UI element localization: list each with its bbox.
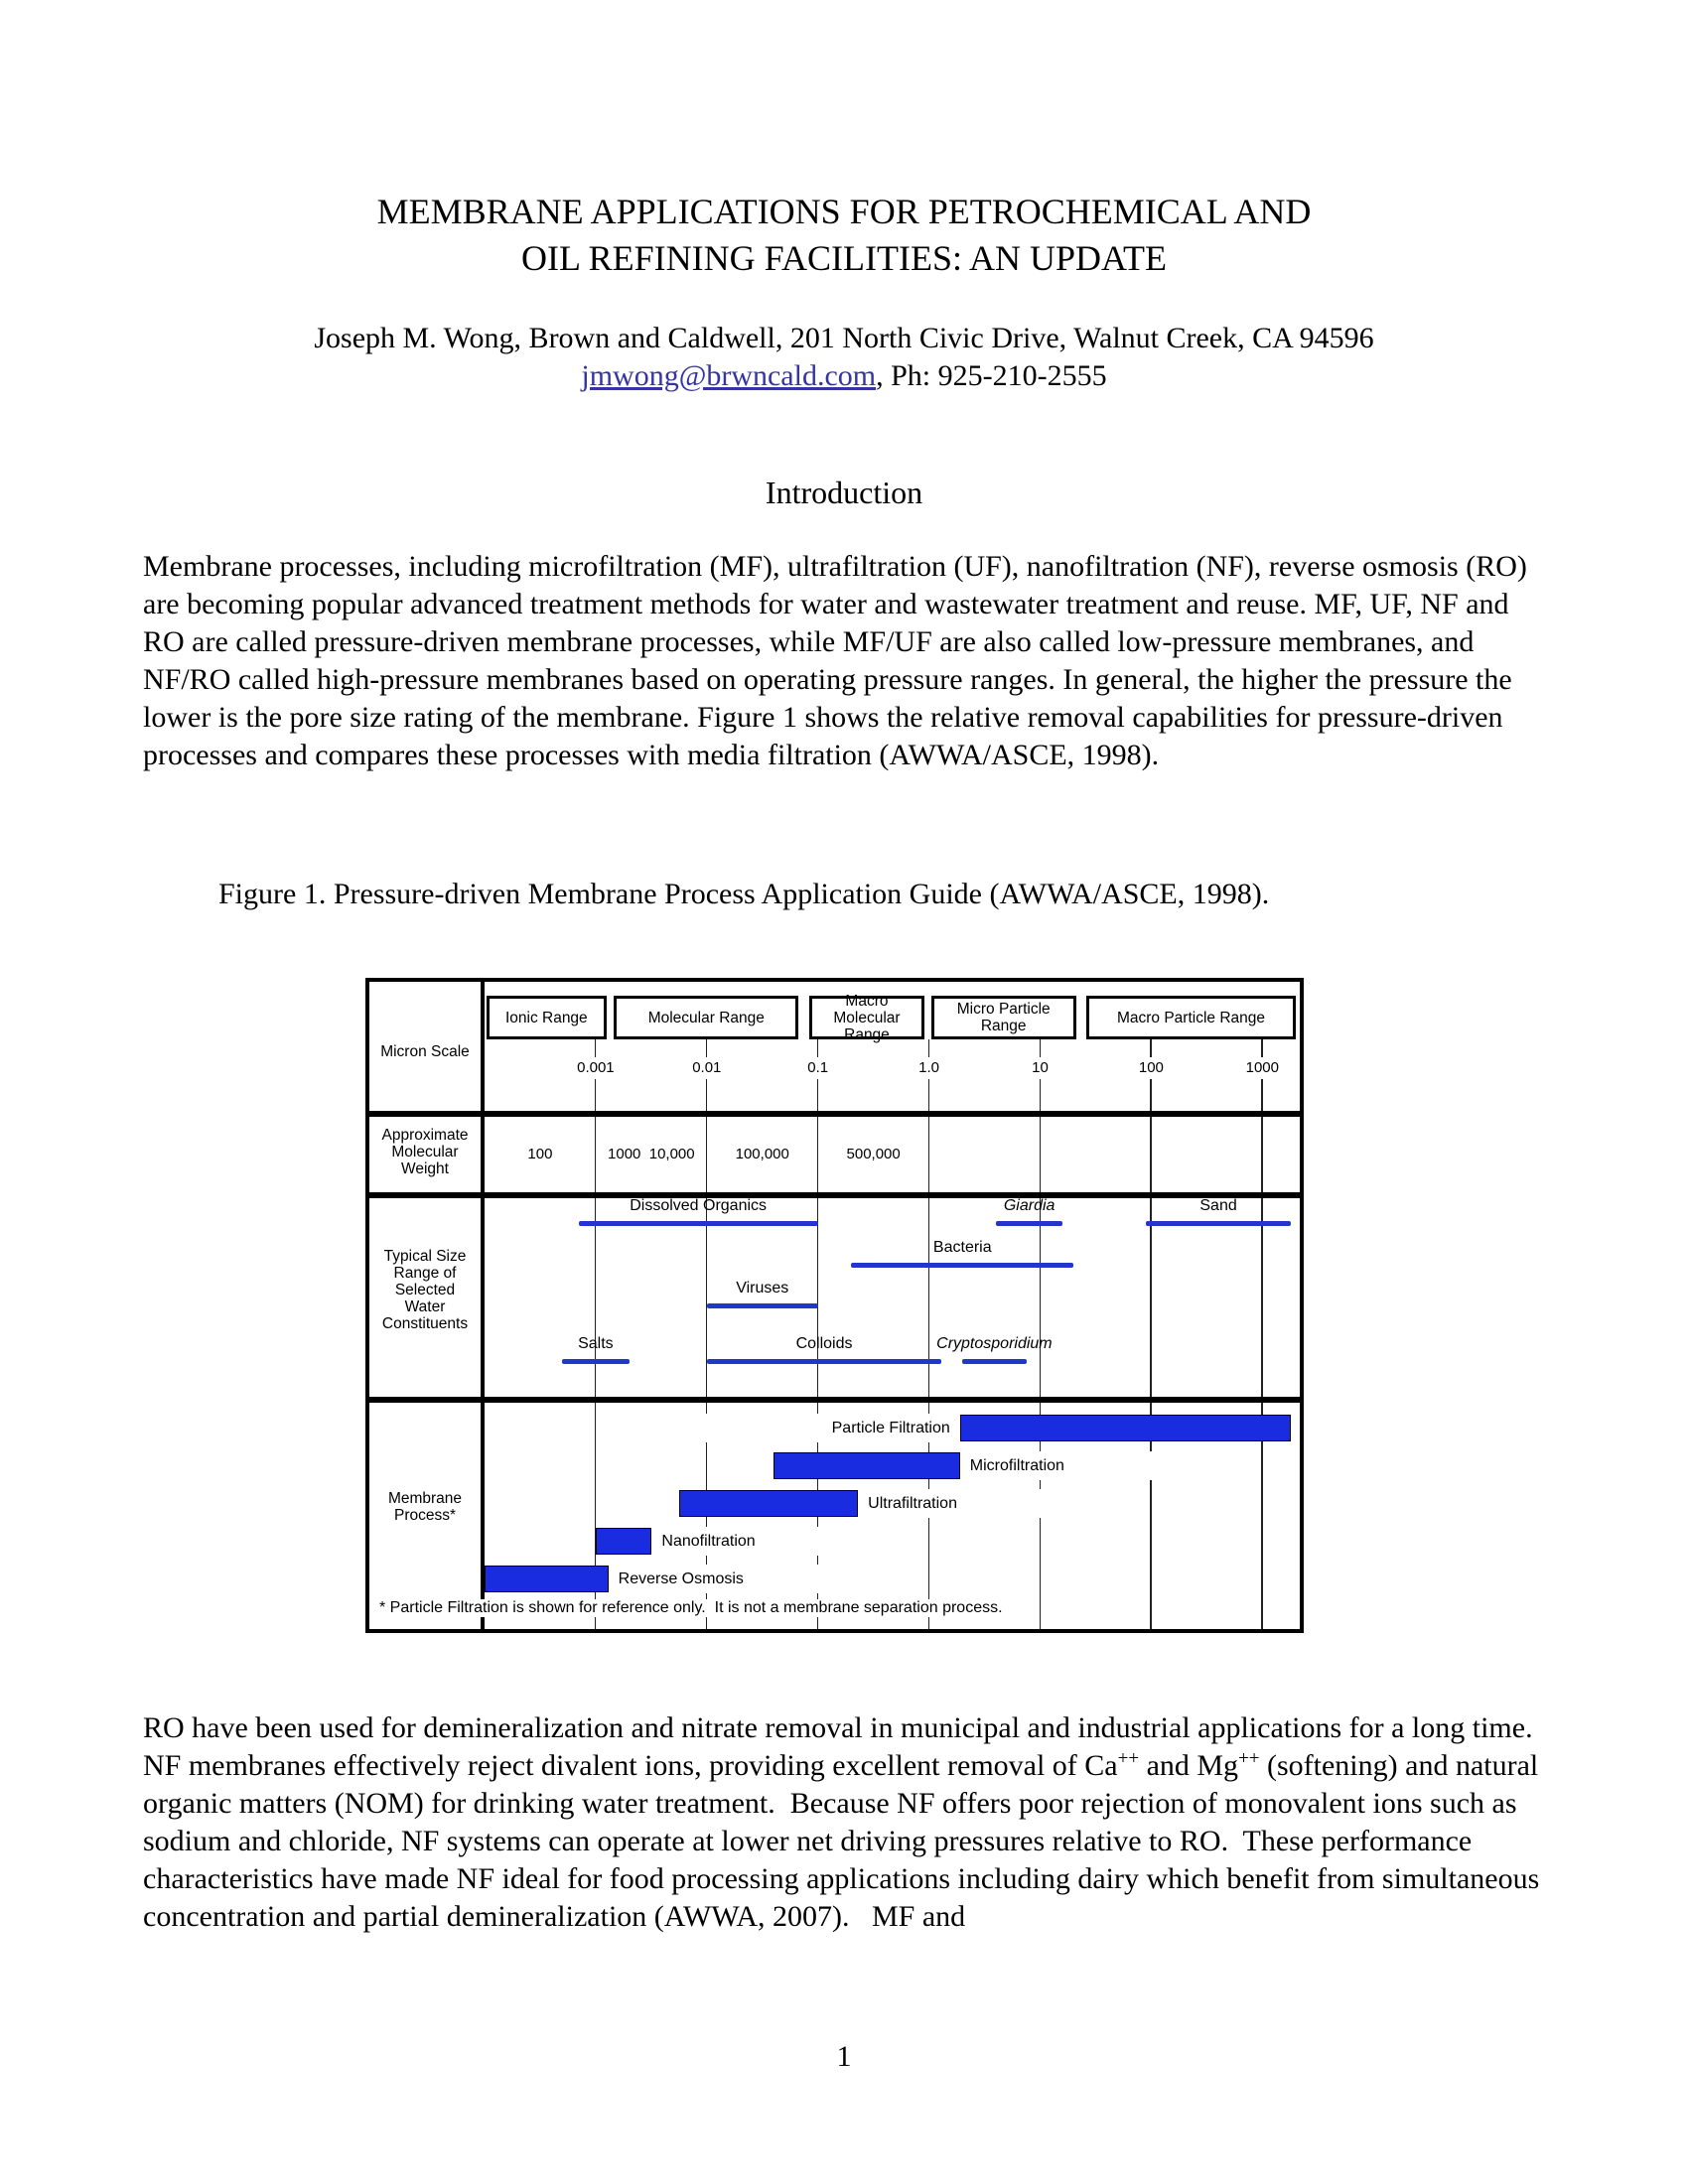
label-column-divider (481, 982, 485, 1629)
membrane-process-bar (485, 1566, 609, 1592)
micron-tick-label: 0.001 (563, 1057, 629, 1079)
molecular-weight-value: 100 (527, 1146, 553, 1162)
micron-scale-gridline (1261, 1039, 1263, 1629)
paragraph-text-segment: (softening) and natural organic matters (NOM) for drinking water treatment. Because NF offers poor rejection of monovalent ions such as sodium and chloride, NF systems can operate at lower net driving pressures relative to RO. These performance characteristics have made NF ideal for food processing applications including dairy which benefit from simultaneous concentration and partial demineralization (AWWA, 2007). MF and (143, 1749, 1547, 1933)
membrane-process-row-label: Membrane Process* (387, 1490, 463, 1524)
micron-scale-gridline (928, 1039, 930, 1629)
constituent-label: Colloids (795, 1335, 853, 1352)
paper-title-line-2: OIL REFINING FACILITIES: AN UPDATE (521, 238, 1167, 278)
constituent-label: Salts (578, 1335, 614, 1352)
micron-scale-gridline (1150, 1039, 1152, 1629)
molecular-weight-value: 1000 10,000 (608, 1146, 695, 1162)
micron-scale-axis-label: Micron Scale (380, 1043, 470, 1060)
band-separator-line (369, 1397, 1300, 1403)
paragraph-text-segment: and Mg (1139, 1749, 1239, 1782)
paper-title-line-1: MEMBRANE APPLICATIONS FOR PETROCHEMICAL AND (376, 192, 1312, 231)
micron-tick-label: 0.1 (785, 1057, 851, 1079)
membrane-process-label: Ultrafiltration (868, 1489, 1118, 1518)
constituent-label: Giardia (1003, 1197, 1055, 1214)
constituent-range-bar (996, 1221, 1062, 1226)
membrane-process-bar (774, 1452, 960, 1479)
constituent-range-bar (707, 1359, 942, 1364)
constituent-range-bar (851, 1263, 1073, 1268)
figure-footnote: * Particle Filtration is shown for reference only. It is not a membrane separation process. (379, 1599, 1009, 1617)
constituent-label: Dissolved Organics (630, 1197, 768, 1214)
body-paragraph-1: Membrane processes, including microfiltration (MF), ultrafiltration (UF), nanofiltration (NF), reverse osmosis (RO) are becoming popular advanced treatment methods for water and wastewater treatment and reuse. MF, UF, NF and RO are called pressure-driven membrane processes, while MF/UF are also called low-pressure membranes, and NF/RO called high-pressure membranes based on operating pressure ranges. In general, the higher the pressure the lower is the pore size rating of the membrane. Figure 1 shows the relative removal capabilities for pressure-driven processes and compares these processes with media filtration (AWWA/ASCE, 1998). (143, 550, 1535, 771)
micron-tick-label: 0.01 (674, 1057, 740, 1079)
membrane-process-bar (960, 1415, 1291, 1441)
page-number: 1 (836, 2040, 852, 2073)
ion-charge-superscript: ++ (1238, 1748, 1260, 1769)
membrane-process-label: Nanofiltration (661, 1527, 912, 1556)
constituent-label: Sand (1199, 1197, 1237, 1214)
size-range-header-box: Micro Particle Range (931, 996, 1076, 1039)
membrane-process-label: Microfiltration (970, 1451, 1220, 1480)
micron-scale-gridline (1040, 1039, 1042, 1629)
size-range-header-box: Macro Molecular Range (809, 996, 924, 1039)
phone-text: , Ph: 925-210-2555 (876, 359, 1107, 392)
ion-charge-superscript: ++ (1117, 1748, 1140, 1769)
micron-tick-label: 10 (1008, 1057, 1073, 1079)
band-separator-line (369, 1111, 1300, 1117)
molecular-weight-row-label: Approximate Molecular Weight (381, 1127, 469, 1177)
email-link[interactable]: jmwong@brwncald.com (581, 359, 877, 392)
membrane-process-label: Reverse Osmosis (619, 1565, 869, 1593)
micron-tick-label: 1.0 (897, 1057, 962, 1079)
molecular-weight-value: 100,000 (735, 1146, 789, 1162)
micron-tick-label: 100 (1118, 1057, 1184, 1079)
membrane-process-bar (679, 1490, 858, 1517)
constituent-label: Viruses (736, 1280, 789, 1297)
constituent-range-bar (562, 1359, 629, 1364)
constituents-row-label: Typical Size Range of Selected Water Constituents (381, 1248, 469, 1332)
constituent-range-bar (707, 1303, 818, 1308)
constituent-range-bar (962, 1359, 1026, 1364)
constituent-label: Bacteria (932, 1239, 992, 1256)
body-paragraph-2 (143, 1709, 1549, 1936)
paragraph-text-segment: RO have been used for demineralization and nitrate removal in municipal and industrial applications for a long time. NF membranes effectively reject divalent ions, providing excellent removal of Ca (143, 1711, 1541, 1782)
paper-title (0, 189, 1688, 282)
constituent-range-bar (579, 1221, 818, 1226)
section-heading-introduction: Introduction (765, 475, 923, 510)
size-range-header-box: Macro Particle Range (1086, 996, 1296, 1039)
author-block (0, 320, 1688, 395)
author-affiliation-line: Joseph M. Wong, Brown and Caldwell, 201 North Civic Drive, Walnut Creek, CA 94596 (314, 322, 1374, 354)
molecular-weight-value: 500,000 (846, 1146, 901, 1162)
constituent-range-bar (1146, 1221, 1291, 1226)
figure-caption: Figure 1. Pressure-driven Membrane Process Application Guide (AWWA/ASCE, 1998). (218, 878, 1270, 910)
contact-line (0, 357, 1688, 395)
figure-1-membrane-process-chart (365, 978, 1304, 1633)
micron-tick-label: 1000 (1229, 1057, 1295, 1079)
membrane-process-label: Particle Filtration (700, 1414, 950, 1442)
size-range-header-box: Molecular Range (614, 996, 798, 1039)
membrane-process-bar (596, 1528, 652, 1555)
size-range-header-box: Ionic Range (487, 996, 607, 1039)
constituent-label: Cryptosporidium (936, 1335, 1053, 1352)
